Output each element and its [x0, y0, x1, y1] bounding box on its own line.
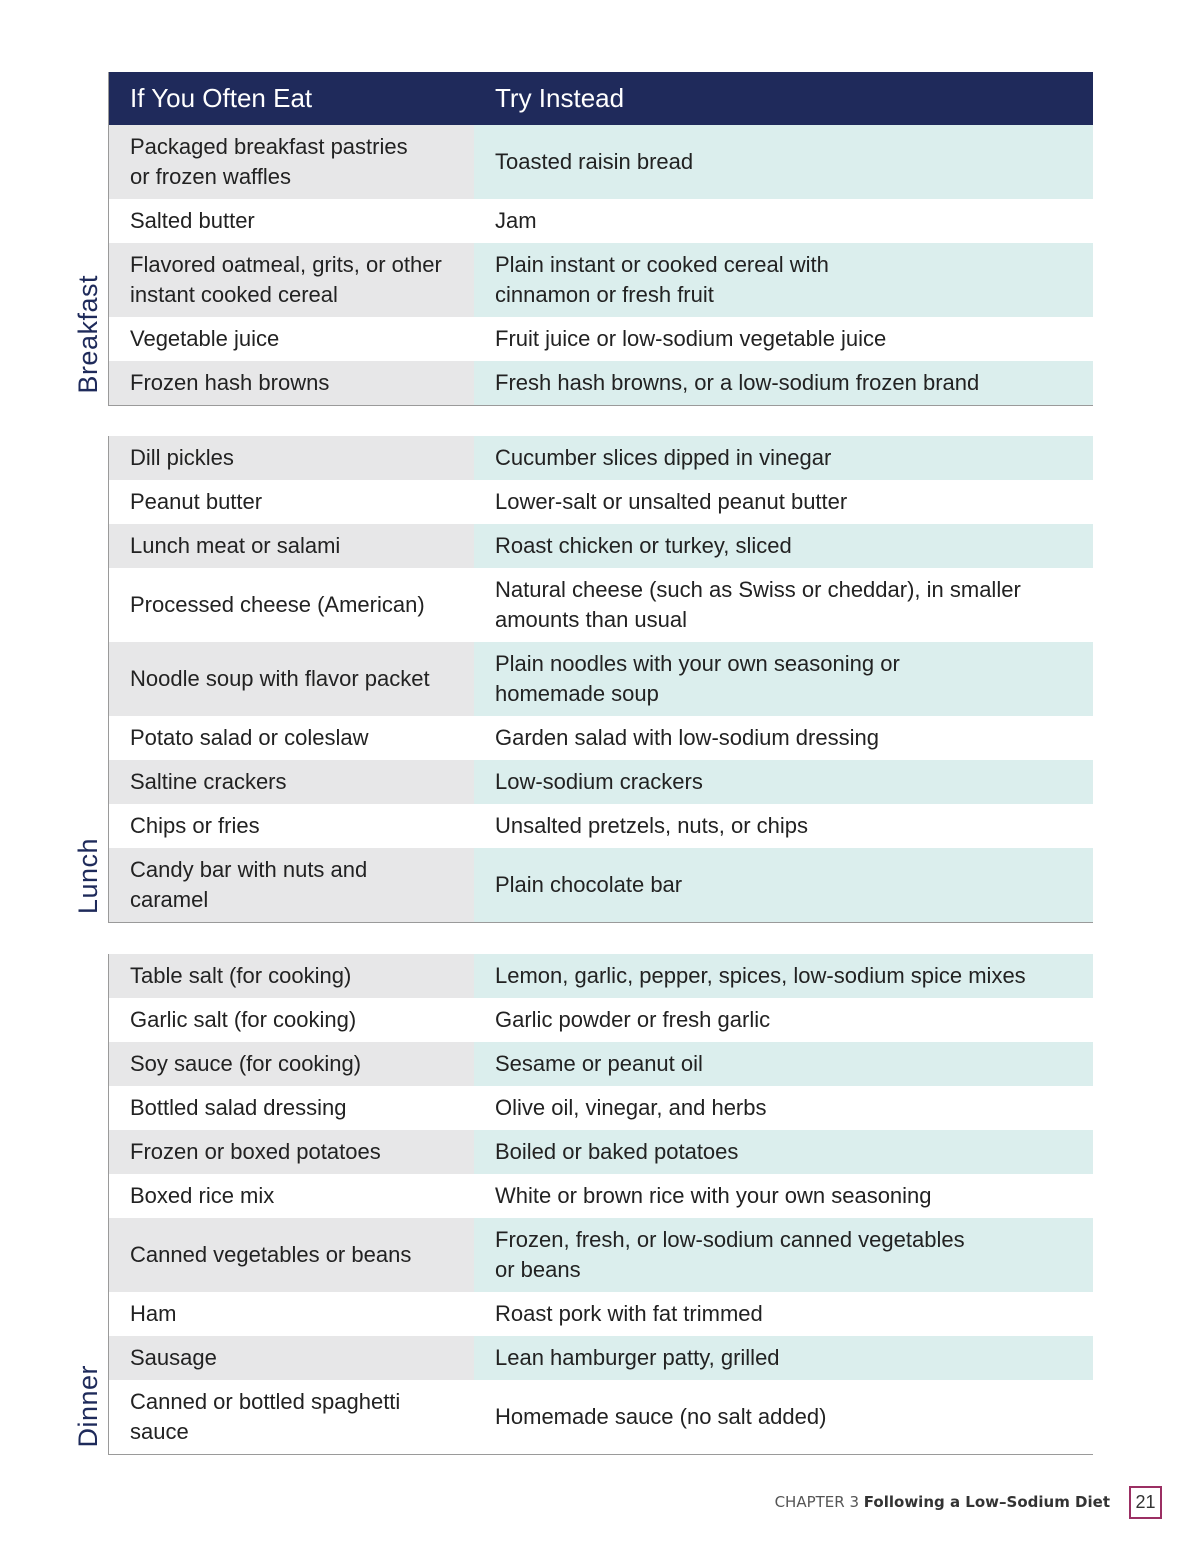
- eat-cell: Sausage: [130, 1345, 217, 1370]
- eat-cell: Processed cheese (American): [130, 592, 425, 617]
- eat-cell: Table salt (for cooking): [130, 963, 352, 988]
- eat-cell: Noodle soup with flavor packet: [130, 666, 430, 691]
- instead-cell: Olive oil, vinegar, and herbs: [495, 1095, 767, 1120]
- table-row: [109, 716, 1093, 760]
- eat-cell: Vegetable juice: [130, 326, 280, 351]
- page-footer: [775, 1493, 1110, 1511]
- table-row: [109, 199, 1093, 243]
- eat-cell: Packaged breakfast pastries or frozen waffles: [130, 134, 408, 189]
- eat-cell: Chips or fries: [130, 813, 260, 838]
- section-label-lunch: Lunch: [72, 838, 103, 915]
- table-row: [109, 568, 1093, 642]
- table-row: [109, 524, 1093, 568]
- header-if-you-often-eat: If You Often Eat: [130, 83, 313, 113]
- page-number-text: 21: [1135, 1492, 1156, 1512]
- page-number: [1129, 1486, 1162, 1519]
- eat-cell: Potato salad or coleslaw: [130, 725, 369, 750]
- instead-cell: Jam: [495, 208, 537, 233]
- table-row: [109, 480, 1093, 524]
- table-row: [109, 317, 1093, 361]
- eat-cell: Peanut butter: [130, 489, 263, 514]
- instead-cell: Garlic powder or fresh garlic: [495, 1007, 771, 1032]
- instead-cell: Roast pork with fat trimmed: [495, 1301, 763, 1326]
- table-row: [109, 642, 1093, 716]
- chapter-label: CHAPTER 3: [774, 1493, 860, 1511]
- eat-cell: Canned vegetables or beans: [130, 1242, 412, 1267]
- eat-cell: Salted butter: [130, 208, 255, 233]
- table-header: [109, 72, 1093, 125]
- header-try-instead: Try Instead: [495, 83, 625, 113]
- chapter-title: Following a Low–Sodium Diet: [863, 1493, 1110, 1511]
- eat-cell: Candy bar with nuts and caramel: [130, 857, 368, 912]
- section-label-breakfast: Breakfast: [72, 275, 103, 394]
- dinner-table: [108, 954, 1093, 1455]
- eat-cell: Canned or bottled spaghetti sauce: [130, 1389, 401, 1444]
- instead-cell: White or brown rice with your own seasoning: [495, 1183, 932, 1208]
- instead-cell: Lemon, garlic, pepper, spices, low-sodium spice mixes: [495, 963, 1026, 988]
- table-row: [109, 998, 1093, 1042]
- instead-cell: Sesame or peanut oil: [495, 1051, 703, 1076]
- table-row: [109, 804, 1093, 848]
- section-label-dinner: Dinner: [72, 1365, 103, 1448]
- instead-cell: Plain chocolate bar: [495, 872, 683, 897]
- instead-cell: Garden salad with low-sodium dressing: [495, 725, 879, 750]
- instead-cell: Unsalted pretzels, nuts, or chips: [495, 813, 809, 838]
- eat-cell: Frozen hash browns: [130, 370, 330, 395]
- instead-cell: Homemade sauce (no salt added): [495, 1404, 827, 1429]
- instead-cell: Plain instant or cooked cereal with cinnamon or fresh fruit: [495, 252, 829, 307]
- table-row: [109, 1042, 1093, 1086]
- eat-cell: Dill pickles: [130, 445, 234, 470]
- instead-cell: Lean hamburger patty, grilled: [495, 1345, 780, 1370]
- instead-cell: Fresh hash browns, or a low-sodium frozen brand: [495, 370, 980, 395]
- table-row: [109, 1086, 1093, 1130]
- table-row: [109, 1130, 1093, 1174]
- table-row: [109, 954, 1093, 998]
- eat-cell: Soy sauce (for cooking): [130, 1051, 362, 1076]
- lunch-table: [108, 436, 1093, 923]
- eat-cell: Flavored oatmeal, grits, or other instant cooked cereal: [130, 252, 442, 307]
- instead-cell: Low-sodium crackers: [495, 769, 703, 794]
- table-row: [109, 243, 1093, 317]
- instead-cell: Fruit juice or low-sodium vegetable juice: [495, 326, 887, 351]
- table-row: [109, 760, 1093, 804]
- instead-cell: Cucumber slices dipped in vinegar: [495, 445, 832, 470]
- instead-cell: Toasted raisin bread: [495, 149, 694, 174]
- eat-cell: Bottled salad dressing: [130, 1095, 347, 1120]
- eat-cell: Frozen or boxed potatoes: [130, 1139, 381, 1164]
- instead-cell: Roast chicken or turkey, sliced: [495, 533, 792, 558]
- instead-cell: Natural cheese (such as Swiss or cheddar), in smaller amounts than usual: [495, 577, 1021, 632]
- eat-cell: Lunch meat or salami: [130, 533, 341, 558]
- table-row: [109, 1218, 1093, 1292]
- eat-cell: Ham: [130, 1301, 177, 1326]
- table-row: [109, 1380, 1093, 1454]
- table-row: [109, 125, 1093, 199]
- table-row: [109, 1336, 1093, 1380]
- breakfast-table: [108, 72, 1093, 406]
- instead-cell: Boiled or baked potatoes: [495, 1139, 739, 1164]
- instead-cell: Lower-salt or unsalted peanut butter: [495, 489, 848, 514]
- table-row: [109, 848, 1093, 922]
- eat-cell: Garlic salt (for cooking): [130, 1007, 357, 1032]
- instead-cell: Frozen, fresh, or low-sodium canned vegetables or beans: [495, 1227, 965, 1282]
- table-row: [109, 361, 1093, 405]
- eat-cell: Boxed rice mix: [130, 1183, 275, 1208]
- eat-cell: Saltine crackers: [130, 769, 287, 794]
- table-row: [109, 1292, 1093, 1336]
- table-row: [109, 1174, 1093, 1218]
- table-row: [109, 436, 1093, 480]
- instead-cell: Plain noodles with your own seasoning or homemade soup: [495, 651, 900, 706]
